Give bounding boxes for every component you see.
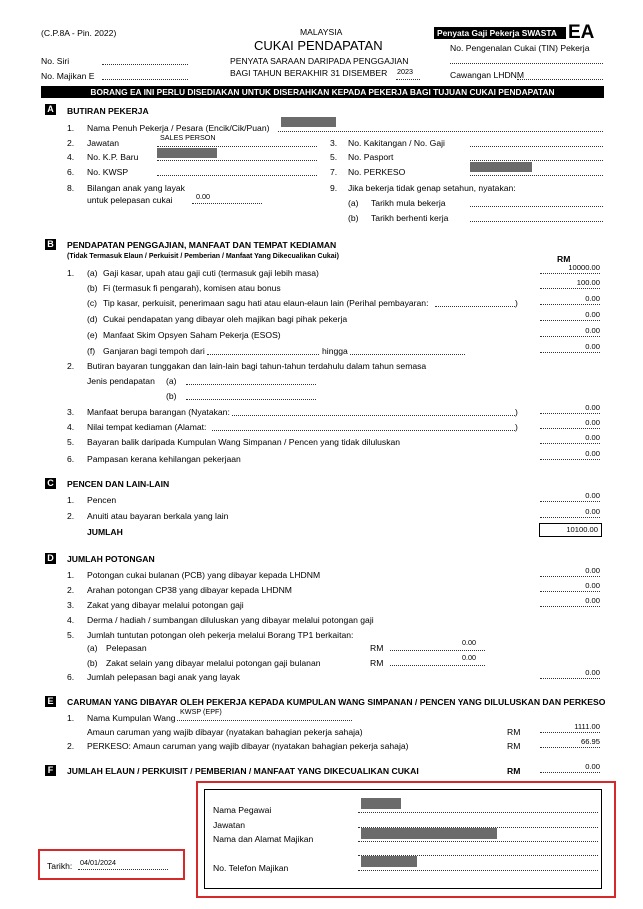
section-c-title: PENCEN DAN LAIN-LAIN <box>67 479 170 489</box>
position-value: SALES PERSON <box>160 133 216 142</box>
income-type-label: Jenis pendapatan <box>87 376 155 386</box>
perkeso-contribution-value: 66.95 <box>540 737 600 748</box>
fees-commission-value: 100.00 <box>540 278 600 289</box>
item-number: 3. <box>330 138 338 148</box>
item-number: 2. <box>67 511 75 521</box>
closing-paren: ) <box>515 422 518 432</box>
item-number: 5. <box>330 152 338 162</box>
fund-name-value: KWSP (EPF) <box>180 707 222 716</box>
accommodation-label: Nilai tempat kediaman (Alamat: <box>87 422 207 432</box>
item-number: 3. <box>67 600 75 610</box>
tax-paid-by-employer-label: Cukai pendapatan yang dibayar oleh majikan bagi pihak pekerja <box>103 314 348 324</box>
sub-item-label: (a) <box>348 198 359 208</box>
donation-label: Derma / hadiah / sumbangan diluluskan yang dibayar melalui potongan gaji <box>87 615 374 625</box>
redacted-perkeso-number <box>470 162 532 172</box>
section-b-title: PENDAPATAN PENGGAJIAN, MANFAAT DAN TEMPAT KEDIAMAN <box>67 240 337 250</box>
sub-item-label: (f) <box>87 346 96 356</box>
arrears-label: Butiran bayaran tunggakan dan lain-lain bagi tahun-tahun terdahulu dalam tahun semasa <box>87 361 427 371</box>
sub-item-label: (a) <box>166 376 177 386</box>
other-zakat-label: Zakat selain yang dibayar melalui potongan gaji bulanan <box>106 658 321 668</box>
ic-number-label: No. K.P. Baru <box>87 152 139 162</box>
country-label: MALAYSIA <box>300 27 343 37</box>
section-f-title: JUMLAH ELAUN / PERKUISIT / PEMBERIAN / MANFAAT YANG DIKECUALIKAN CUKAI <box>67 766 419 776</box>
benefits-in-kind-value: 0.00 <box>540 403 600 414</box>
item-number: 1. <box>67 713 75 723</box>
form-subtitle-1: PENYATA SARAAN DARIPADA PENGGAJIAN <box>230 56 409 66</box>
child-relief-value: 0.00 <box>540 668 600 679</box>
children-value: 0.00 <box>196 192 210 201</box>
employer-phone-label: No. Telefon Majikan <box>213 863 289 873</box>
child-relief-label: Jumlah pelepasan bagi anak yang layak <box>87 672 240 682</box>
annuity-label: Anuiti atau bayaran berkala yang lain <box>87 511 229 521</box>
refund-label: Bayaran balik daripada Kumpulan Wang Simpanan / Pencen yang tidak diluluskan <box>87 437 401 447</box>
redacted-employer-phone <box>361 856 417 867</box>
esos-value: 0.00 <box>540 326 600 337</box>
item-number: 6. <box>67 167 75 177</box>
relief-value: 0.00 <box>462 638 476 647</box>
rm-label: RM <box>370 643 384 653</box>
tips-allowance-label: Tip kasar, perkuisit, penerimaan sagu hati atau elaun-elaun lain (Perihal pembayaran: <box>103 298 429 308</box>
passport-label: No. Pasport <box>348 152 394 162</box>
sub-item-label: (b) <box>87 658 98 668</box>
benefits-in-kind-label: Manfaat berupa barangan (Nyatakan: <box>87 407 230 417</box>
tax-paid-by-employer-value: 0.00 <box>540 310 600 321</box>
esos-label: Manfaat Skim Opsyen Saham Pekerja (ESOS) <box>103 330 281 340</box>
item-number: 7. <box>330 167 338 177</box>
staff-number-label: No. Kakitangan / No. Gaji <box>348 138 445 148</box>
closing-paren: ) <box>515 298 518 308</box>
sub-item-label: (a) <box>87 643 98 653</box>
employee-name-label: Nama Penuh Pekerja / Pesara (Encik/Cik/Puan) <box>87 123 270 133</box>
form-subtitle-2: BAGI TAHUN BERAKHIR 31 DISEMBER <box>230 68 388 78</box>
total-label: JUMLAH <box>87 527 123 537</box>
section-a-label: A <box>45 104 56 115</box>
item-number: 1. <box>67 495 75 505</box>
sub-item-label: (b) <box>166 391 177 401</box>
redacted-officer-name <box>361 798 401 809</box>
rm-label: RM <box>370 658 384 668</box>
employer-number-label: No. Majikan E <box>41 71 95 81</box>
relief-label: Pelepasan <box>106 643 147 653</box>
pcb-label: Potongan cukai bulanan (PCB) yang dibayar kepada LHDNM <box>87 570 321 580</box>
gross-salary-label: Gaji kasar, upah atau gaji cuti (termasuk gaji lebih masa) <box>103 268 319 278</box>
tp1-label: Jumlah tuntutan potongan oleh pekerja melalui Borang TP1 berkaitan: <box>87 630 354 640</box>
item-number: 2. <box>67 361 75 371</box>
annuity-value: 0.00 <box>540 507 600 518</box>
sub-item-label: (e) <box>87 330 98 340</box>
perkeso-label: No. PERKESO <box>348 167 406 177</box>
section-f-label: F <box>45 765 56 776</box>
rm-label: RM <box>507 727 521 737</box>
gratuity-value: 0.00 <box>540 342 600 353</box>
officer-name-label: Nama Pegawai <box>213 805 272 815</box>
date-label: Tarikh: <box>47 861 73 871</box>
fees-commission-label: Fi (termasuk fi pengarah), komisen atau bonus <box>103 283 281 293</box>
exempt-allowance-value: 0.00 <box>540 762 600 773</box>
end-date-label: Tarikh berhenti kerja <box>371 213 449 223</box>
section-d-label: D <box>45 553 56 564</box>
section-c-label: C <box>45 478 56 489</box>
item-number: 2. <box>67 741 75 751</box>
form-code: (C.P.8A - Pin. 2022) <box>41 28 117 38</box>
tax-year: 2023 <box>397 67 413 76</box>
employer-type-badge: Penyata Gaji Pekerja SWASTA <box>434 27 566 39</box>
employer-address-label: Nama dan Alamat Majikan <box>213 834 314 844</box>
children-label-2: untuk pelepasan cukai <box>87 195 173 205</box>
item-number: 2. <box>67 138 75 148</box>
instruction-banner: BORANG EA INI PERLU DISEDIAKAN UNTUK DISERAHKAN KEPADA PEKERJA BAGI TUJUAN CUKAI PENDAPATAN <box>41 86 604 98</box>
section-e-title: CARUMAN YANG DIBAYAR OLEH PEKERJA KEPADA KUMPULAN WANG SIMPANAN / PENCEN YANG DILULUSKAN DAN PERKESO <box>67 697 606 707</box>
serial-number-label: No. Siri <box>41 56 70 66</box>
rm-label: RM <box>507 741 521 751</box>
closing-paren: ) <box>515 407 518 417</box>
item-number: 9. <box>330 183 338 193</box>
gratuity-label: Ganjaran bagi tempoh dari <box>103 346 205 356</box>
cp38-value: 0.00 <box>540 581 600 592</box>
section-e-label: E <box>45 696 56 707</box>
item-number: 4. <box>67 152 75 162</box>
other-zakat-value: 0.00 <box>462 653 476 662</box>
section-a-title: BUTIRAN PEKERJA <box>67 106 149 116</box>
partial-year-label: Jika bekerja tidak genap setahun, nyatakan: <box>348 183 516 193</box>
item-number: 4. <box>67 615 75 625</box>
children-label: Bilangan anak yang layak <box>87 183 185 193</box>
redacted-ic-number <box>157 148 217 158</box>
rm-label: RM <box>507 766 521 776</box>
zakat-label: Zakat yang dibayar melalui potongan gaji <box>87 600 244 610</box>
accommodation-value: 0.00 <box>540 418 600 429</box>
section-b-label: B <box>45 239 56 250</box>
item-number: 1. <box>67 570 75 580</box>
item-number: 3. <box>67 407 75 417</box>
gratuity-until-label: hingga <box>322 346 348 356</box>
compensation-value: 0.00 <box>540 449 600 460</box>
gross-salary-value: 10000.00 <box>540 263 600 274</box>
currency-header: RM <box>557 254 571 264</box>
zakat-value: 0.00 <box>540 596 600 607</box>
pension-label: Pencen <box>87 495 117 505</box>
sub-item-label: (b) <box>348 213 359 223</box>
item-number: 2. <box>67 585 75 595</box>
sub-item-label: (b) <box>87 283 98 293</box>
ea-label: EA <box>568 22 595 43</box>
cp38-label: Arahan potongan CP38 yang dibayar kepada LHDNM <box>87 585 292 595</box>
item-number: 1. <box>67 123 75 133</box>
total-value: 10100.00 <box>539 523 602 537</box>
perkeso-contribution-label: PERKESO: Amaun caruman yang wajib dibayar (nyatakan bahagian pekerja sahaja) <box>87 741 409 751</box>
item-number: 8. <box>67 183 75 193</box>
item-number: 5. <box>67 437 75 447</box>
pcb-value: 0.00 <box>540 566 600 577</box>
item-number: 4. <box>67 422 75 432</box>
item-number: 6. <box>67 672 75 682</box>
refund-value: 0.00 <box>540 433 600 444</box>
officer-position-label: Jawatan <box>213 820 246 830</box>
section-d-title: JUMLAH POTONGAN <box>67 554 155 564</box>
redacted-employer-address <box>361 828 497 839</box>
sub-item-label: (a) <box>87 268 98 278</box>
tips-allowance-value: 0.00 <box>540 294 600 305</box>
epf-contribution-label: Amaun caruman yang wajib dibayar (nyatakan bahagian pekerja sahaja) <box>87 727 363 737</box>
epf-contribution-value: 1111.00 <box>540 722 600 733</box>
compensation-label: Pampasan kerana kehilangan pekerjaan <box>87 454 241 464</box>
tin-label: No. Pengenalan Cukai (TIN) Pekerja <box>450 43 590 53</box>
position-label: Jawatan <box>87 138 120 148</box>
branch-label: Cawangan LHDNM <box>450 70 525 80</box>
kwsp-label: No. KWSP <box>87 167 129 177</box>
item-number: 5. <box>67 630 75 640</box>
start-date-label: Tarikh mula bekerja <box>371 198 446 208</box>
redacted-employee-name <box>281 117 336 127</box>
pension-value: 0.00 <box>540 491 600 502</box>
date-value: 04/01/2024 <box>80 858 116 867</box>
form-title: CUKAI PENDAPATAN <box>254 38 383 53</box>
item-number: 1. <box>67 268 75 278</box>
section-b-subtitle: (Tidak Termasuk Elaun / Perkuisit / Pemberian / Manfaat Yang Dikecualikan Cukai) <box>67 253 339 260</box>
fund-name-label: Nama Kumpulan Wang <box>87 713 176 723</box>
sub-item-label: (d) <box>87 314 98 324</box>
sub-item-label: (c) <box>87 298 98 308</box>
item-number: 6. <box>67 454 75 464</box>
